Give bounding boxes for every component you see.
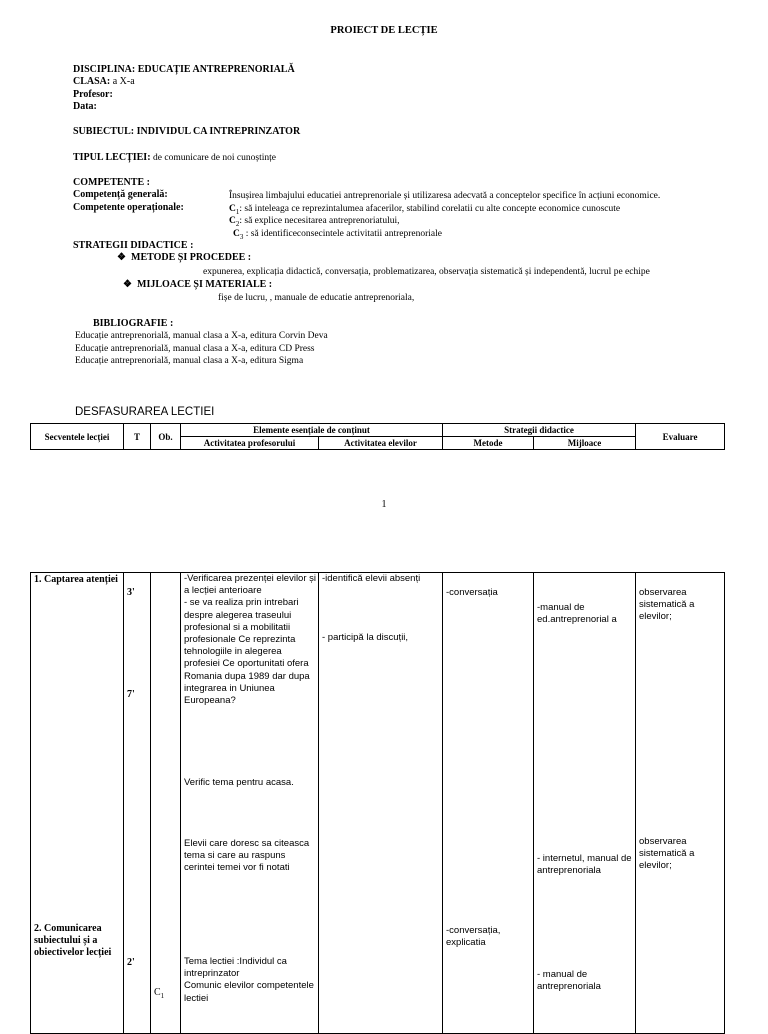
competenta-generala-label: Competență generală: <box>73 189 168 200</box>
header-activitatea-profesorului: Activitatea profesorului <box>181 437 319 450</box>
c1-sub: 1 <box>235 207 240 216</box>
document-title: PROIECT DE LECȚIE <box>330 25 438 36</box>
c3-text: : să identificeconsecintele activitatii antreprenoriale <box>243 229 442 239</box>
data-label: Data: <box>73 101 97 112</box>
col-secventele <box>31 573 124 1034</box>
bibliografie-heading: BIBLIOGRAFIE : <box>93 318 174 329</box>
bibliografie-item: Educație antreprenorială, manual clasa a X-a, editura CD Press <box>75 344 315 354</box>
diamond-bullet-icon: ❖ <box>117 252 126 263</box>
clasa-label: CLASA: <box>73 76 113 87</box>
ob-sub: 1 <box>160 992 165 1000</box>
header-secventele: Secventele lecției <box>31 424 124 450</box>
competenta-generala-text: Însușirea limbajului educatiei antreprenoriale și utilizaresa adecvată a conceptelor specifice în acțiuni economice. <box>229 191 661 201</box>
seq-captarea: 1. Captarea atenției <box>34 574 118 585</box>
tipul-line <box>73 152 276 164</box>
header-evaluare: Evaluare <box>636 424 725 450</box>
objective-code <box>154 987 178 999</box>
mijloace-text-3: - manual de antreprenoriala <box>537 969 601 993</box>
evaluare-text-1: observarea sistematică a elevilor; <box>639 587 695 623</box>
c2-text: : să explice necesitarea antreprenoriatului, <box>239 216 400 226</box>
seq-comunicarea: 2. Comunicarea subiectului și a obiectivelor lecției <box>34 923 112 958</box>
header-t: T <box>124 424 151 450</box>
header-metode: Metode <box>443 437 534 450</box>
col-activitatea-elevilor <box>319 573 443 1034</box>
time-value: 3' <box>127 587 135 598</box>
col-metode <box>443 573 534 1034</box>
col-evaluare <box>636 573 725 1034</box>
mijloace-heading-line <box>123 279 272 291</box>
table-row <box>31 573 725 1034</box>
c3-code: C <box>233 229 240 239</box>
bibliografie-item: Educație antreprenorială, manual clasa a X-a, editura Corvin Deva <box>75 331 328 341</box>
col-activitatea-profesorului <box>181 573 319 1034</box>
mijloace-text: fișe de lucru, , manuale de educatie antreprenoriala, <box>218 293 415 303</box>
page-number: 1 <box>381 499 387 510</box>
competente-operationale-label: Competente operaționale: <box>73 202 184 213</box>
prof-text-4: Tema lectiei :Individul ca intreprinzator Comunic elevilor competentele lectiei <box>184 956 314 1004</box>
header-elemente: Elemente esențiale de conținut <box>181 424 443 437</box>
evaluare-text-2: observarea sistematică a elevilor; <box>639 836 695 872</box>
c2-sub: 2 <box>235 219 240 228</box>
mijloace-text-1: -manual de ed.antreprenorial a <box>537 602 617 626</box>
metode-text-1: -conversația <box>446 587 498 598</box>
lesson-table-body <box>30 572 725 1034</box>
clasa-value: a X-a <box>112 76 135 87</box>
prof-text-1: -Verificarea prezenței elevilor și a lecției anterioare - se va realiza prin intrebari despre alegerea traseului profesional si a mobilitatii profesionale Ce reprezinta tehnologiile in alegerea profesiei Ce oportunitati ofera Romania dupa 1989 dar dupa integrarea in Uniunea Europeana? <box>184 573 317 707</box>
metode-text-2: -conversația, explicatia <box>446 925 501 949</box>
metode-text: expunerea, explicația didactică, conversația, problematizarea, observația sistematică și independentă, lucrul pe echipe <box>203 267 650 277</box>
header-activitatea-elevilor: Activitatea elevilor <box>319 437 443 450</box>
competenta-c2 <box>229 215 399 227</box>
c2-code: C <box>229 216 236 226</box>
subiectul-line: SUBIECTUL: INDIVIDUL CA INTREPRINZATOR <box>73 126 301 137</box>
header-ob: Ob. <box>151 424 181 450</box>
tipul-value: de comunicare de noi cunoștințe <box>153 153 276 163</box>
strategii-heading: STRATEGII DIDACTICE : <box>73 240 194 251</box>
header-strategii: Strategii didactice <box>443 424 636 437</box>
bibliografie-item: Educație antreprenorială, manual clasa a X-a, editura Sigma <box>75 356 304 366</box>
prof-text-3: Elevii care doresc sa citeasca tema si care au raspuns cerintei temei vor fi notati <box>184 838 310 874</box>
header-mijloace: Mijloace <box>534 437 636 450</box>
competenta-c1 <box>229 203 620 215</box>
ob-code: C <box>154 987 161 998</box>
mijloace-text-2: - internetul, manual de antreprenoriala <box>537 853 632 877</box>
col-timp <box>124 573 151 1034</box>
c3-sub: 3 <box>239 232 244 241</box>
elevi-text-2: - participă la discuții, <box>322 632 409 643</box>
col-ob <box>151 573 181 1034</box>
time-value: 2' <box>127 957 135 968</box>
time-value: 7' <box>127 689 135 700</box>
profesor-label: Profesor: <box>73 89 113 100</box>
metode-heading-line <box>117 252 251 264</box>
diamond-bullet-icon: ❖ <box>123 279 132 290</box>
c1-code: C <box>229 204 236 214</box>
competente-heading: COMPETENTE : <box>73 177 150 188</box>
disciplina-line: DISCIPLINA: EDUCAȚIE ANTREPRENORIALĂ <box>73 64 295 75</box>
metode-heading: METODE ȘI PROCEDEE : <box>131 252 252 263</box>
c1-text: : să inteleaga ce reprezintalumea afacerilor, stabilind corelatii cu alte concepte economice cunoscute <box>239 204 621 214</box>
elevi-text-1: -identifică elevii absenți <box>322 573 421 584</box>
competenta-c3 <box>233 228 442 240</box>
clasa-line <box>73 76 135 88</box>
mijloace-heading: MIJLOACE ȘI MATERIALE : <box>137 279 273 290</box>
tipul-label: TIPUL LECȚIEI: <box>73 152 154 163</box>
prof-text-2: Verific tema pentru acasa. <box>184 777 294 788</box>
col-mijloace <box>534 573 636 1034</box>
lesson-table-header <box>30 423 725 450</box>
desfasurarea-heading: DESFASURAREA LECTIEI <box>75 406 215 418</box>
